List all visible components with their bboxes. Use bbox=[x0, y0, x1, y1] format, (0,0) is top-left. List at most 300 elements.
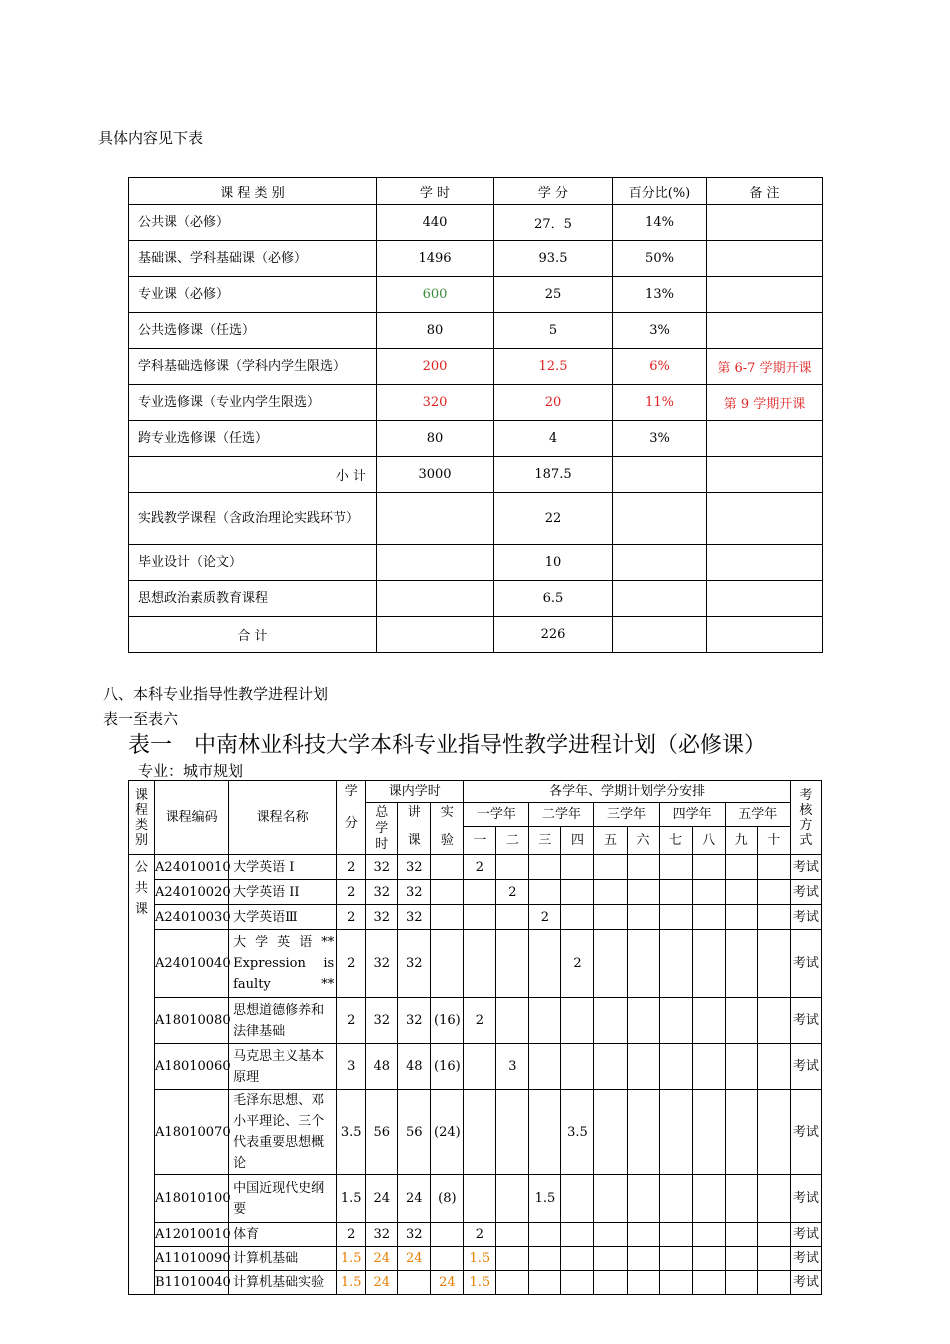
course-row bbox=[129, 930, 822, 998]
summary-total-label: 合 计 bbox=[129, 617, 377, 653]
course-total-hours: 56 bbox=[366, 1090, 398, 1175]
course-name: 中国近现代史纲要 bbox=[229, 1175, 337, 1223]
course-code: A12010010 bbox=[155, 1223, 229, 1247]
summary-row-percent: 6% bbox=[613, 349, 707, 385]
header-year-2: 二学年 bbox=[529, 803, 594, 827]
header-inclass: 课内学时 bbox=[366, 781, 464, 803]
header-code: 课程编码 bbox=[155, 781, 229, 855]
course-credit: 2 bbox=[337, 1223, 366, 1247]
course-term-cell bbox=[659, 1044, 692, 1090]
course-term-cell bbox=[659, 1175, 692, 1223]
course-term-cell bbox=[561, 1271, 594, 1295]
course-term-cell bbox=[464, 905, 496, 930]
summary-row-note bbox=[707, 421, 823, 457]
course-row bbox=[129, 1175, 822, 1223]
summary-row bbox=[129, 421, 823, 457]
course-term-cell bbox=[529, 998, 561, 1044]
summary-extra-row bbox=[129, 493, 823, 545]
course-term-cell: 2 bbox=[464, 855, 496, 880]
course-total-hours: 24 bbox=[366, 1175, 398, 1223]
course-term-cell bbox=[725, 1044, 757, 1090]
summary-row-name: 公共选修课（任选） bbox=[129, 313, 377, 349]
category-cell bbox=[129, 855, 155, 1295]
course-term-cell bbox=[757, 855, 790, 880]
course-table bbox=[128, 780, 822, 1295]
course-name: 马克思主义基本原理 bbox=[229, 1044, 337, 1090]
summary-row-note bbox=[707, 277, 823, 313]
course-term-cell bbox=[725, 1090, 757, 1175]
course-row bbox=[129, 880, 822, 905]
summary-total-credits: 226 bbox=[494, 617, 613, 653]
course-term-cell bbox=[464, 1090, 496, 1175]
summary-row bbox=[129, 277, 823, 313]
course-total-hours: 48 bbox=[366, 1044, 398, 1090]
summary-row-credits: 25 bbox=[494, 277, 613, 313]
course-term-cell: 2 bbox=[561, 930, 594, 998]
summary-header-credits: 学 分 bbox=[494, 178, 613, 205]
course-term-cell bbox=[529, 1090, 561, 1175]
summary-row-percent: 14% bbox=[613, 205, 707, 241]
course-term-cell bbox=[659, 1090, 692, 1175]
summary-row-hours: 320 bbox=[377, 385, 494, 421]
summary-extra-credits: 6.5 bbox=[494, 581, 613, 617]
summary-row-hours: 1496 bbox=[377, 241, 494, 277]
summary-row-name: 学科基础选修课（学科内学生限选） bbox=[129, 349, 377, 385]
course-term-cell bbox=[692, 1247, 725, 1271]
course-term-cell bbox=[757, 1175, 790, 1223]
course-term-cell bbox=[725, 1271, 757, 1295]
course-lab-hours: 24 bbox=[431, 1271, 464, 1295]
header-total bbox=[366, 803, 398, 855]
course-term-cell bbox=[529, 880, 561, 905]
summary-row-hours: 200 bbox=[377, 349, 494, 385]
header-term: 四 bbox=[561, 827, 594, 855]
course-term-cell bbox=[496, 905, 529, 930]
course-term-cell bbox=[692, 905, 725, 930]
course-term-cell bbox=[757, 905, 790, 930]
course-term-cell: 1.5 bbox=[464, 1271, 496, 1295]
course-term-cell: 2 bbox=[464, 1223, 496, 1247]
course-term-cell bbox=[725, 1247, 757, 1271]
course-credit: 1.5 bbox=[337, 1271, 366, 1295]
summary-subtotal-hours: 3000 bbox=[377, 457, 494, 493]
course-term-cell bbox=[594, 998, 627, 1044]
course-code: A18010100 bbox=[155, 1175, 229, 1223]
course-term-cell bbox=[692, 1175, 725, 1223]
header-lecture-bottom: 课 bbox=[407, 833, 421, 848]
course-code: A18010060 bbox=[155, 1044, 229, 1090]
header-exam bbox=[790, 781, 821, 855]
course-term-cell bbox=[594, 1175, 627, 1223]
summary-subtotal-label: 小 计 bbox=[129, 457, 377, 493]
header-name: 课程名称 bbox=[229, 781, 337, 855]
course-lab-hours: (16) bbox=[431, 1044, 464, 1090]
summary-row bbox=[129, 385, 823, 421]
course-code: A24010020 bbox=[155, 880, 229, 905]
course-exam: 考试 bbox=[790, 1271, 821, 1295]
course-name: 思想道德修养和法律基础 bbox=[229, 998, 337, 1044]
header-lecture bbox=[398, 803, 431, 855]
course-term-cell bbox=[725, 855, 757, 880]
course-term-cell: 2 bbox=[464, 998, 496, 1044]
course-exam: 考试 bbox=[790, 905, 821, 930]
course-lab-hours bbox=[431, 930, 464, 998]
course-exam: 考试 bbox=[790, 855, 821, 880]
course-term-cell bbox=[529, 1271, 561, 1295]
course-total-hours: 32 bbox=[366, 998, 398, 1044]
course-term-cell bbox=[561, 998, 594, 1044]
summary-header-category: 课 程 类 别 bbox=[129, 178, 377, 205]
course-lab-hours bbox=[431, 905, 464, 930]
header-term: 七 bbox=[659, 827, 692, 855]
header-credit-bottom: 分 bbox=[344, 816, 358, 831]
course-exam: 考试 bbox=[790, 1090, 821, 1175]
course-term-cell bbox=[757, 930, 790, 998]
summary-row-percent: 3% bbox=[613, 421, 707, 457]
header-term: 八 bbox=[692, 827, 725, 855]
course-row bbox=[129, 998, 822, 1044]
course-exam: 考试 bbox=[790, 1044, 821, 1090]
course-term-cell bbox=[561, 905, 594, 930]
course-row bbox=[129, 905, 822, 930]
header-year-5: 五学年 bbox=[725, 803, 790, 827]
course-exam: 考试 bbox=[790, 998, 821, 1044]
course-term-cell bbox=[757, 1271, 790, 1295]
summary-row-name: 专业选修课（专业内学生限选） bbox=[129, 385, 377, 421]
course-name: 大学英语 II bbox=[229, 880, 337, 905]
course-term-cell bbox=[529, 1044, 561, 1090]
summary-row-credits: 4 bbox=[494, 421, 613, 457]
header-total-text: 总学时 bbox=[375, 804, 389, 852]
summary-row-note bbox=[707, 205, 823, 241]
course-term-cell bbox=[757, 1247, 790, 1271]
course-name: 大学英语Ⅲ bbox=[229, 905, 337, 930]
header-schedule: 各学年、学期计划学分安排 bbox=[464, 781, 790, 803]
course-lab-hours bbox=[431, 1223, 464, 1247]
header-term: 一 bbox=[464, 827, 496, 855]
course-term-cell bbox=[561, 1044, 594, 1090]
course-credit: 2 bbox=[337, 930, 366, 998]
course-term-cell bbox=[464, 930, 496, 998]
header-term: 五 bbox=[594, 827, 627, 855]
header-term: 二 bbox=[496, 827, 529, 855]
course-lecture-hours: 32 bbox=[398, 1223, 431, 1247]
summary-row-name: 专业课（必修） bbox=[129, 277, 377, 313]
summary-row bbox=[129, 313, 823, 349]
header-year-4: 四学年 bbox=[659, 803, 725, 827]
course-term-cell bbox=[496, 930, 529, 998]
course-row bbox=[129, 1090, 822, 1175]
course-term-cell bbox=[627, 930, 659, 998]
course-term-cell bbox=[561, 1175, 594, 1223]
header-term: 九 bbox=[725, 827, 757, 855]
course-lab-hours bbox=[431, 1247, 464, 1271]
course-term-cell bbox=[659, 880, 692, 905]
course-term-cell bbox=[496, 1090, 529, 1175]
course-row bbox=[129, 1247, 822, 1271]
category-text: 公共课 bbox=[135, 860, 149, 917]
course-term-cell bbox=[496, 1223, 529, 1247]
course-lecture-hours: 48 bbox=[398, 1044, 431, 1090]
course-term-cell bbox=[496, 855, 529, 880]
course-exam: 考试 bbox=[790, 1223, 821, 1247]
summary-row-hours: 440 bbox=[377, 205, 494, 241]
course-code: A24010010 bbox=[155, 855, 229, 880]
course-term-cell bbox=[725, 905, 757, 930]
course-term-cell bbox=[627, 1223, 659, 1247]
course-term-cell bbox=[659, 930, 692, 998]
course-term-cell: 1.5 bbox=[464, 1247, 496, 1271]
course-term-cell bbox=[757, 998, 790, 1044]
course-term-cell bbox=[692, 855, 725, 880]
course-term-cell bbox=[561, 1247, 594, 1271]
course-term-cell bbox=[627, 880, 659, 905]
course-term-cell bbox=[594, 880, 627, 905]
course-code: A24010030 bbox=[155, 905, 229, 930]
course-term-cell bbox=[627, 998, 659, 1044]
course-total-hours: 32 bbox=[366, 1223, 398, 1247]
course-total-hours: 24 bbox=[366, 1247, 398, 1271]
intro-text: 具体内容见下表 bbox=[98, 129, 204, 147]
course-lecture-hours: 32 bbox=[398, 930, 431, 998]
course-term-cell bbox=[659, 1223, 692, 1247]
course-term-cell bbox=[594, 1247, 627, 1271]
course-term-cell bbox=[692, 1090, 725, 1175]
course-term-cell bbox=[627, 905, 659, 930]
summary-row-hours: 80 bbox=[377, 421, 494, 457]
course-term-cell bbox=[725, 880, 757, 905]
course-term-cell bbox=[496, 998, 529, 1044]
summary-extra-credits: 22 bbox=[494, 493, 613, 545]
summary-row-percent: 13% bbox=[613, 277, 707, 313]
header-lab bbox=[431, 803, 464, 855]
summary-row-hours: 600 bbox=[377, 277, 494, 313]
course-code: A11010090 bbox=[155, 1247, 229, 1271]
header-year-1: 一学年 bbox=[464, 803, 529, 827]
summary-subtotal-row bbox=[129, 457, 823, 493]
course-term-cell bbox=[594, 1223, 627, 1247]
summary-extra-row bbox=[129, 581, 823, 617]
course-total-hours: 32 bbox=[366, 855, 398, 880]
course-header-row bbox=[129, 781, 822, 803]
course-lecture-hours: 32 bbox=[398, 905, 431, 930]
summary-table bbox=[128, 177, 823, 653]
course-total-hours: 24 bbox=[366, 1271, 398, 1295]
course-term-cell bbox=[464, 1044, 496, 1090]
summary-row-hours: 80 bbox=[377, 313, 494, 349]
summary-extra-row bbox=[129, 545, 823, 581]
summary-row-percent: 3% bbox=[613, 313, 707, 349]
course-term-cell bbox=[594, 855, 627, 880]
course-name: 体育 bbox=[229, 1223, 337, 1247]
summary-extra-credits: 10 bbox=[494, 545, 613, 581]
course-lab-hours: (16) bbox=[431, 998, 464, 1044]
summary-row-note: 第 9 学期开课 bbox=[707, 385, 823, 421]
summary-row bbox=[129, 349, 823, 385]
course-lecture-hours bbox=[398, 1271, 431, 1295]
course-lecture-hours: 32 bbox=[398, 855, 431, 880]
course-credit: 3 bbox=[337, 1044, 366, 1090]
header-credit bbox=[337, 781, 366, 855]
course-term-cell bbox=[529, 1247, 561, 1271]
course-code: A18010080 bbox=[155, 998, 229, 1044]
course-term-cell: 1.5 bbox=[529, 1175, 561, 1223]
course-term-cell bbox=[627, 1247, 659, 1271]
summary-extra-name: 思想政治素质教育课程 bbox=[129, 581, 377, 617]
course-term-cell bbox=[757, 880, 790, 905]
header-category-text: 课程类别 bbox=[135, 787, 149, 848]
summary-row-name: 跨专业选修课（任选） bbox=[129, 421, 377, 457]
course-term-cell bbox=[594, 1090, 627, 1175]
course-term-cell bbox=[659, 855, 692, 880]
course-term-cell bbox=[725, 998, 757, 1044]
course-credit: 3.5 bbox=[337, 1090, 366, 1175]
course-lab-hours: (24) bbox=[431, 1090, 464, 1175]
course-term-cell bbox=[692, 930, 725, 998]
course-term-cell bbox=[692, 880, 725, 905]
course-term-cell bbox=[659, 905, 692, 930]
course-term-cell bbox=[529, 930, 561, 998]
course-term-cell bbox=[496, 1175, 529, 1223]
summary-subtotal-credits: 187.5 bbox=[494, 457, 613, 493]
course-lecture-hours: 56 bbox=[398, 1090, 431, 1175]
summary-row-percent: 50% bbox=[613, 241, 707, 277]
table-title: 表一 中南林业科技大学本科专业指导性教学进程计划（必修课） bbox=[128, 733, 767, 758]
course-term-cell bbox=[692, 998, 725, 1044]
course-credit: 2 bbox=[337, 880, 366, 905]
course-term-cell bbox=[561, 1223, 594, 1247]
course-credit: 1.5 bbox=[337, 1175, 366, 1223]
course-term-cell bbox=[659, 1247, 692, 1271]
course-code: A24010040 bbox=[155, 930, 229, 998]
course-term-cell bbox=[659, 1271, 692, 1295]
summary-row-name: 公共课（必修） bbox=[129, 205, 377, 241]
course-term-cell bbox=[561, 855, 594, 880]
course-name: 大学英语 I bbox=[229, 855, 337, 880]
course-exam: 考试 bbox=[790, 1175, 821, 1223]
course-term-cell bbox=[594, 930, 627, 998]
course-lecture-hours: 24 bbox=[398, 1175, 431, 1223]
course-code: A18010070 bbox=[155, 1090, 229, 1175]
course-term-cell bbox=[757, 1044, 790, 1090]
course-term-cell bbox=[725, 1175, 757, 1223]
summary-row bbox=[129, 205, 823, 241]
header-lecture-top: 讲 bbox=[407, 805, 421, 820]
summary-header-note: 备 注 bbox=[707, 178, 823, 205]
summary-row-credits: 93.5 bbox=[494, 241, 613, 277]
course-term-cell: 3 bbox=[496, 1044, 529, 1090]
summary-header-hours: 学 时 bbox=[377, 178, 494, 205]
course-lecture-hours: 32 bbox=[398, 880, 431, 905]
summary-header-percent: 百分比(%) bbox=[613, 178, 707, 205]
course-term-cell bbox=[627, 1044, 659, 1090]
course-name: 计算机基础实验 bbox=[229, 1271, 337, 1295]
course-term-cell bbox=[659, 998, 692, 1044]
header-term: 十 bbox=[757, 827, 790, 855]
course-term-cell bbox=[692, 1271, 725, 1295]
header-category bbox=[129, 781, 155, 855]
course-credit: 2 bbox=[337, 998, 366, 1044]
course-row bbox=[129, 1044, 822, 1090]
course-term-cell bbox=[464, 1175, 496, 1223]
course-lab-hours bbox=[431, 855, 464, 880]
course-term-cell bbox=[594, 1271, 627, 1295]
course-total-hours: 32 bbox=[366, 930, 398, 998]
header-exam-text: 考核方式 bbox=[799, 787, 813, 848]
course-credit: 1.5 bbox=[337, 1247, 366, 1271]
course-row bbox=[129, 1271, 822, 1295]
summary-row bbox=[129, 241, 823, 277]
header-credit-top: 学 bbox=[344, 784, 358, 799]
course-lecture-hours: 24 bbox=[398, 1247, 431, 1271]
course-term-cell bbox=[692, 1223, 725, 1247]
course-exam: 考试 bbox=[790, 930, 821, 998]
course-term-cell bbox=[692, 1044, 725, 1090]
header-lab-top: 实 bbox=[440, 805, 454, 820]
course-term-cell bbox=[529, 855, 561, 880]
course-term-cell: 2 bbox=[529, 905, 561, 930]
summary-row-credits: 12.5 bbox=[494, 349, 613, 385]
summary-row-note bbox=[707, 241, 823, 277]
summary-row-percent: 11% bbox=[613, 385, 707, 421]
course-lab-hours bbox=[431, 880, 464, 905]
course-term-cell bbox=[627, 1090, 659, 1175]
course-term-cell bbox=[725, 930, 757, 998]
course-term-cell bbox=[627, 855, 659, 880]
course-row bbox=[129, 855, 822, 880]
summary-row-note: 第 6-7 学期开课 bbox=[707, 349, 823, 385]
course-term-cell bbox=[464, 880, 496, 905]
course-total-hours: 32 bbox=[366, 905, 398, 930]
course-row bbox=[129, 1223, 822, 1247]
summary-row-note bbox=[707, 313, 823, 349]
course-lecture-hours: 32 bbox=[398, 998, 431, 1044]
course-credit: 2 bbox=[337, 855, 366, 880]
course-name: 大 学 英 语 ** Expression is faulty ** bbox=[229, 930, 337, 998]
course-exam: 考试 bbox=[790, 1247, 821, 1271]
table-range-label: 表一至表六 bbox=[103, 710, 179, 728]
course-term-cell bbox=[496, 1271, 529, 1295]
summary-extra-name: 实践教学课程（含政治理论实践环节） bbox=[129, 493, 377, 545]
summary-row-credits: 5 bbox=[494, 313, 613, 349]
course-term-cell: 2 bbox=[496, 880, 529, 905]
header-term: 三 bbox=[529, 827, 561, 855]
course-term-cell bbox=[627, 1175, 659, 1223]
course-term-cell: 3.5 bbox=[561, 1090, 594, 1175]
summary-header-row bbox=[129, 178, 823, 205]
course-lab-hours: (8) bbox=[431, 1175, 464, 1223]
summary-row-credits: 20 bbox=[494, 385, 613, 421]
course-term-cell bbox=[627, 1271, 659, 1295]
section-heading: 八、本科专业指导性教学进程计划 bbox=[103, 685, 329, 703]
course-term-cell bbox=[757, 1090, 790, 1175]
summary-extra-name: 毕业设计（论文） bbox=[129, 545, 377, 581]
course-term-cell bbox=[496, 1247, 529, 1271]
course-credit: 2 bbox=[337, 905, 366, 930]
course-total-hours: 32 bbox=[366, 880, 398, 905]
summary-row-name: 基础课、学科基础课（必修） bbox=[129, 241, 377, 277]
course-term-cell bbox=[725, 1223, 757, 1247]
course-exam: 考试 bbox=[790, 880, 821, 905]
header-lab-bottom: 验 bbox=[440, 833, 454, 848]
course-code: B11010040 bbox=[155, 1271, 229, 1295]
course-name: 计算机基础 bbox=[229, 1247, 337, 1271]
major-label: 专业：城市规划 bbox=[138, 762, 244, 780]
course-term-cell bbox=[594, 1044, 627, 1090]
summary-row-credits: 27．5 bbox=[494, 205, 613, 241]
course-term-cell bbox=[561, 880, 594, 905]
summary-total-row bbox=[129, 617, 823, 653]
